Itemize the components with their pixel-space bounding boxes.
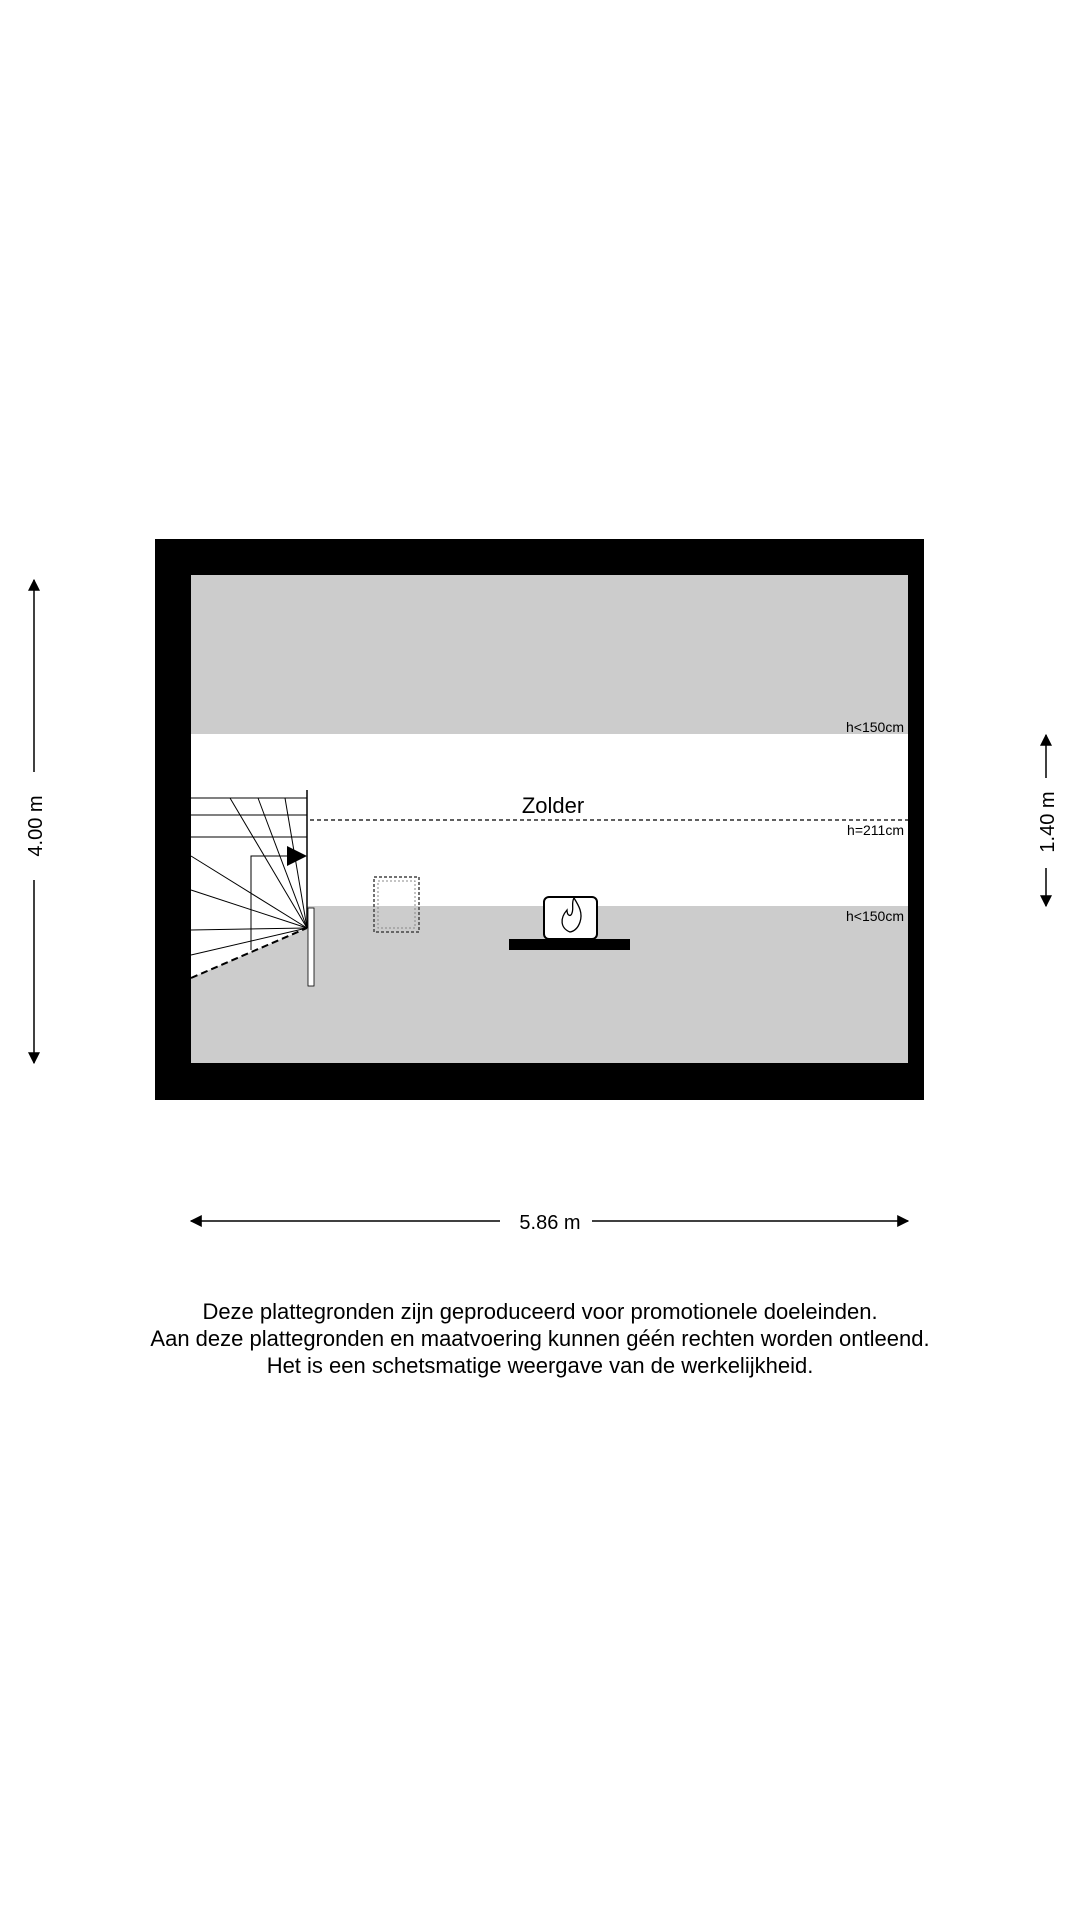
dimension-height-free-label: 1.40 m — [1037, 791, 1059, 853]
dimension-width-total — [191, 1212, 908, 1234]
disclaimer-line: Het is een schetsmatige weergave van de werkelijkheid. — [266, 1353, 814, 1378]
dimension-height-total — [25, 580, 47, 1063]
disclaimer-line: Deze plattegronden zijn geproduceerd voor promotionele doeleinden. — [202, 1299, 878, 1324]
disclaimer-line: Aan deze plattegronden en maatvoering kunnen géén rechten worden ontleend. — [150, 1326, 930, 1351]
height-label-top: h<150cm — [846, 719, 904, 735]
room-label: Zolder — [521, 793, 585, 818]
dimension-height-free — [1037, 735, 1059, 906]
staircase-icon — [191, 790, 314, 986]
disclaimer — [0, 1298, 1080, 1379]
dimension-width-total-label: 5.86 m — [519, 1212, 581, 1234]
height-label-middle: h=211cm — [847, 822, 904, 838]
low-zone-top — [191, 575, 908, 734]
height-label-bottom: h<150cm — [846, 908, 904, 924]
dimension-height-total-label: 4.00 m — [25, 795, 47, 857]
